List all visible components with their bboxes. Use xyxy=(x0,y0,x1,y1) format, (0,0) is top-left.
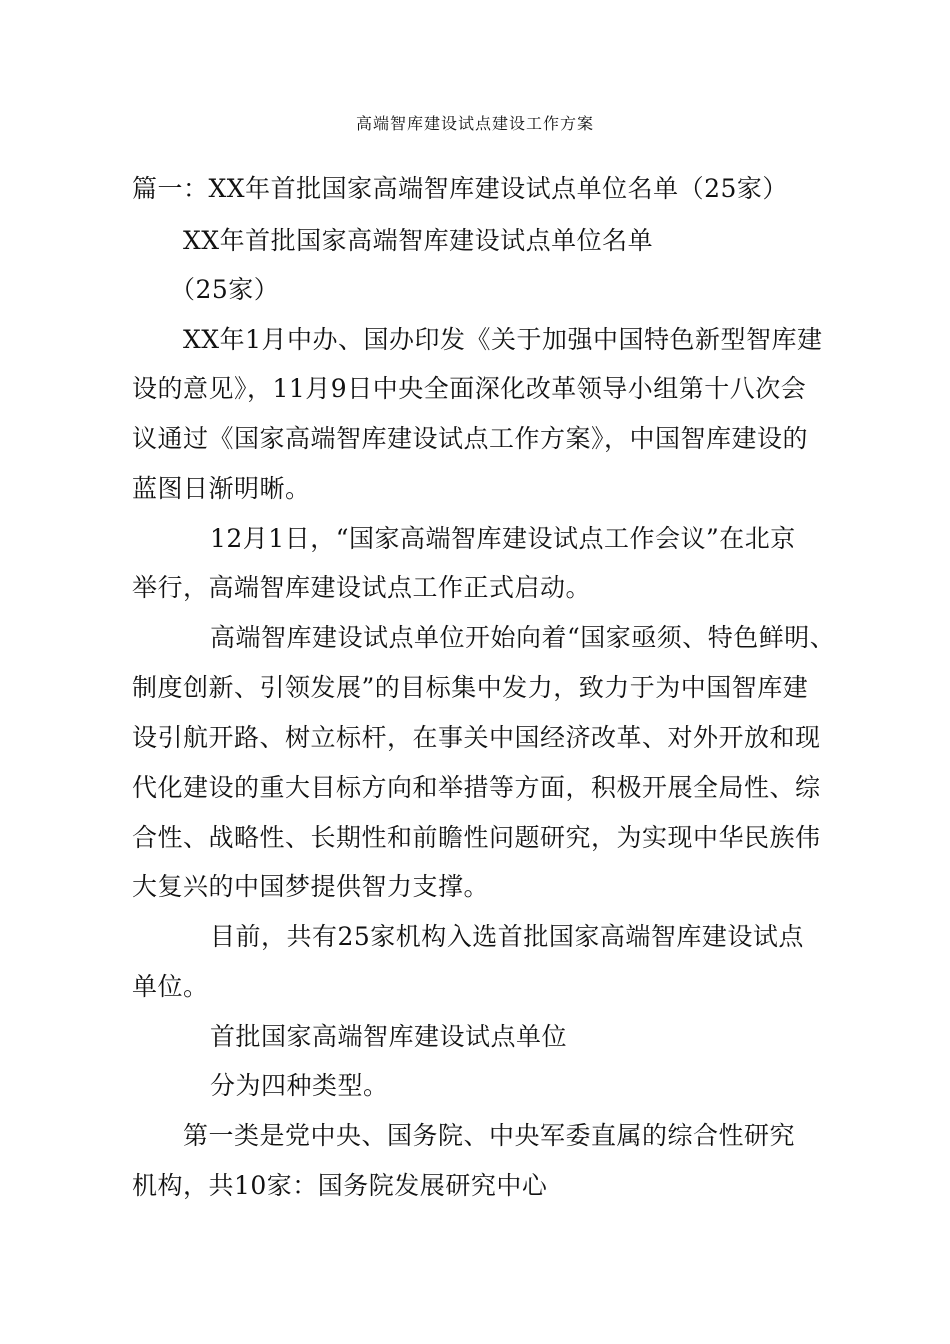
text-line: 机构，共10家：国务院发展研究中心 xyxy=(132,1171,548,1200)
text-line: 设的意见》，11月9日中央全面深化改革领导小组第十八次会 xyxy=(132,374,807,403)
text-line: XX年1月中办、国办印发《关于加强中国特色新型智库建 xyxy=(183,325,823,354)
text-line: XX年首批国家高端智库建设试点单位名单 xyxy=(183,226,654,255)
text-line: 制度创新、引领发展”的目标集中发力，致力于为中国智库建 xyxy=(132,673,809,702)
text-line: 代化建设的重大目标方向和举措等方面，积极开展全局性、综 xyxy=(132,773,821,802)
text-line: 设引航开路、树立标杆，在事关中国经济改革、对外开放和现 xyxy=(132,723,821,752)
text-line: 12月1日，“国家高端智库建设试点工作会议”在北京 xyxy=(210,524,796,553)
text-line: 大复兴的中国梦提供智力支撑。 xyxy=(132,872,490,901)
text-line: 高端智库建设试点单位开始向着“国家亟须、特色鲜明、 xyxy=(210,623,836,652)
text-line: 第一类是党中央、国务院、中央军委直属的综合性研究 xyxy=(183,1121,796,1150)
text-line: 议通过《国家高端智库建设试点工作方案》，中国智库建设的 xyxy=(132,424,809,453)
text-line: 目前，共有25家机构入选首批国家高端智库建设试点 xyxy=(210,922,804,951)
text-line: 首批国家高端智库建设试点单位 xyxy=(210,1022,568,1051)
text-line: 合性、战略性、长期性和前瞻性问题研究，为实现中华民族伟 xyxy=(132,823,821,852)
document-title: 高端智库建设试点建设工作方案 xyxy=(355,114,594,133)
text-line: 分为四种类型。 xyxy=(210,1071,389,1100)
text-line: 篇一：XX年首批国家高端智库建设试点单位名单（25家） xyxy=(132,174,788,203)
text-line: （25家） xyxy=(170,275,280,304)
text-line: 蓝图日渐明晰。 xyxy=(132,474,311,503)
text-line: 单位。 xyxy=(132,972,209,1001)
text-line: 举行，高端智库建设试点工作正式启动。 xyxy=(132,573,592,602)
